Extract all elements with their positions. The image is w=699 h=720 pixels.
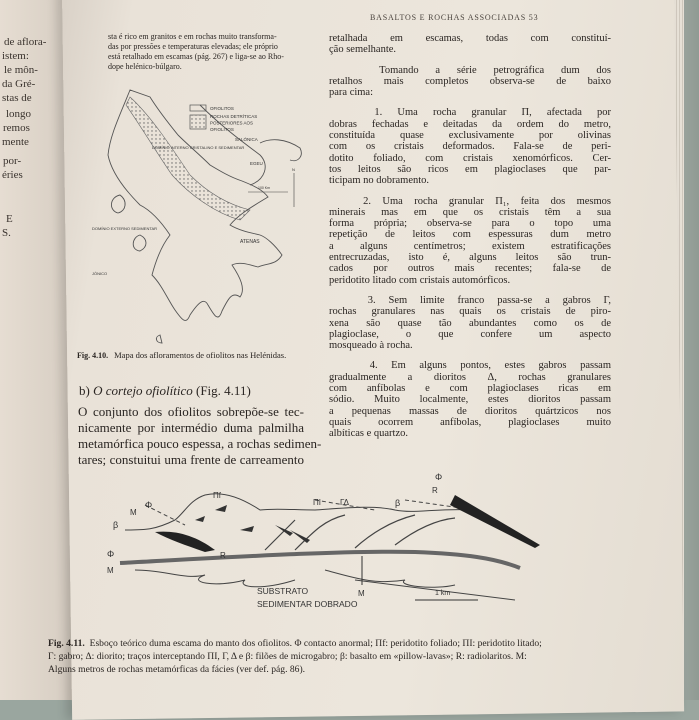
left-page-text: le môn- (4, 64, 38, 76)
caption-number: Fig. 4.11. (48, 638, 85, 649)
section-title: O cortejo ofiolítico (93, 383, 193, 398)
label-M: M (130, 508, 137, 517)
legend-label: ROCHAS DETRÍTICAS (210, 114, 258, 119)
text-line: 4. Em alguns pontos, estes gabros passam (329, 360, 611, 372)
label-beta: β (113, 520, 119, 530)
left-page-text: istem: (2, 50, 29, 62)
label-substrato: SUBSTRATO (257, 586, 309, 596)
label-III: ΠI (313, 498, 321, 507)
label-gamma-delta: ΓΔ (340, 498, 350, 507)
paragraph (329, 33, 611, 56)
radiolarite-lens-right (450, 495, 540, 548)
text-line: 3. Sem limite franco passa-se a gabros Γ, (329, 294, 611, 306)
label-IIf: Πf (213, 491, 221, 500)
text-line: peridotito litado com cristais automórficos. (329, 274, 511, 286)
text-line: nicamente por intermédio duma palmilha (78, 420, 304, 435)
map-label-atenas: ATENAS (240, 239, 260, 245)
text-line: Tomando a série petrográfica dum dos (329, 64, 611, 76)
label-M-3: M (358, 589, 365, 598)
text-line: rochas granulares nas quais os cristais de piro- (329, 306, 611, 318)
text-line: com os cristais deformados. Fala-se de peri- (329, 141, 611, 153)
text-line: plagioclase, o que confere um aspecto (329, 328, 611, 340)
text-line: cados por outros mais recentes; fala-se de (329, 263, 611, 275)
paragraph (329, 65, 611, 99)
caption-line: Esboço teórico duma escama do manto dos ofiolitos. Φ contacto anormal; Πf: peridotito foliado; ΠI: peridotito litado; (89, 638, 542, 649)
caption-line: Alguns metros de rochas metamórficas da fácies (ver def. pág. 86). (48, 664, 306, 675)
caption-number: Fig. 4.10. (77, 351, 109, 360)
text-line: mosqueado à rocha. (329, 340, 413, 352)
caption-text: Mapa dos afloramentos de ofiolitos nas Helénidas. (114, 350, 287, 360)
text-line: minerais mas em que os cristais têm a sua (329, 206, 611, 218)
text-line: ticipam no dobramento. (329, 175, 430, 187)
left-page-text: da Gré- (2, 78, 36, 90)
map-greece-ophiolites (90, 85, 320, 345)
left-page-text: E (6, 213, 13, 225)
fig-4-11-cross-section (95, 470, 575, 620)
map-island (133, 235, 146, 251)
text-line: quais ocorrem anfíbolas, plagioclases muito (329, 416, 611, 428)
map-label-salonica: SALÓNICA (235, 137, 258, 142)
left-page-text: remos (3, 122, 30, 134)
map-island (111, 195, 125, 213)
text-line: constituída quase exclusivamente por olivinas (329, 130, 611, 142)
dashed-contacts (145, 500, 475, 525)
left-page-text: mente (2, 136, 29, 148)
label-sedimentar-dobrado: SEDIMENTAR DOBRADO (257, 599, 358, 609)
paragraph (329, 196, 611, 286)
legend-label: OFIOLITOS (210, 127, 234, 132)
text-line: gradualmente a dioritos Δ, rochas granulares (329, 371, 611, 383)
text-line: para cima: (329, 87, 374, 99)
legend-swatch-detritic (190, 115, 206, 129)
text-line: entrecruzadas, isto é, alguns leitos são trun- (329, 252, 611, 264)
left-page-text: por- (3, 155, 22, 167)
text-line: 2. Uma rocha granular Π₁, feita dos mesmos (329, 195, 611, 207)
legend-label: POSTERIORES AOS (210, 120, 254, 126)
section-heading (79, 383, 251, 399)
north-label: N (292, 167, 295, 172)
map-island (156, 335, 162, 343)
text-line: repetição de leitos com espessuras dum metro (329, 229, 611, 241)
fig-4-11-caption (48, 637, 658, 676)
foliation-marks (195, 505, 310, 543)
fig-4-10-caption (77, 350, 286, 360)
map-label-jonico: JÓNICO (92, 271, 108, 276)
text-line: ção semelhante. (329, 44, 397, 56)
label-phi: Φ (145, 500, 153, 510)
left-page-text: stas de (2, 92, 32, 104)
legend-label: OFIOLITOS (210, 106, 234, 111)
label-M-2: M (107, 566, 114, 575)
text-line: dobras fechadas e deitadas da ordem do metro, (329, 118, 611, 130)
right-column (329, 33, 611, 449)
paragraph (329, 107, 611, 186)
text-line: a pequenas massas de dioritos quártzicos nos (329, 405, 611, 417)
map-label-internal-domain: DOMÍNIO INTERNO CRISTALINO E SEDIMENTAR (152, 145, 245, 150)
text-line: retalhos mais completos observa-se de baixo (329, 75, 611, 87)
text-line: sta é rico em granitos e em rochas muito transforma- (108, 32, 277, 41)
text-line: sódio. Muito localmente, estes dioritos passam (329, 394, 611, 406)
map-scale-label: 100 Km (258, 186, 271, 190)
substrate-folds (135, 570, 515, 600)
text-line: xena são quase tão abundantes como os de (329, 317, 611, 329)
text-line: tos leitos são ricos em plagioclases que par- (329, 163, 611, 175)
text-line: forma própria; observa-se para o topo uma (329, 218, 611, 230)
label-R-2: R (432, 486, 438, 495)
intro-paragraph (108, 32, 323, 72)
text-line: está retalhado em escamas (pág. 267) e liga-se ao Rho- (108, 52, 284, 61)
label-R: R (220, 551, 226, 560)
paragraph (329, 295, 611, 351)
paragraph (329, 360, 611, 439)
caption-line: Γ: gabro; Δ: diorito; traços interceptando ΠI, Γ, Δ e β: filões de microgabro; β: basalto em «pillow-lavas»; R: radiolaritos. M: (48, 651, 527, 662)
radiolarite-lens (155, 532, 215, 552)
left-page-text: S. (2, 227, 11, 239)
text-line: metamórfica pouco espessa, a rochas sedimen- (78, 436, 322, 451)
text-line: O conjunto dos ofiolitos sobrepõe-se tec- (78, 404, 304, 419)
label-phi-3: Φ (435, 472, 443, 482)
text-line: tares; constuitui uma frente de carreamento (78, 452, 304, 467)
text-line: dope helénico-búlgaro. (108, 62, 182, 71)
text-line: das por pressões e temperaturas elevadas; ele próprio (108, 42, 278, 51)
text-line: com anfíbolas e com plagioclases ricas em (329, 383, 611, 395)
upper-profile (125, 494, 475, 530)
label-beta-2: β (395, 498, 401, 508)
left-page-text: éries (2, 169, 23, 181)
map-label-external-domain: DOMÍNIO EXTERNO SEDIMENTAR (92, 226, 158, 231)
left-page-text: de aflora- (4, 36, 47, 48)
left-column-paragraph (78, 404, 322, 468)
map-label-egeu: EGEU (250, 161, 263, 166)
text-line: retalhada em escamas, todas com constituí- (329, 33, 611, 44)
text-line: 1. Uma rocha granular Π, afectada por (329, 107, 611, 119)
left-page-text: longo (6, 108, 32, 120)
section-ref: (Fig. 4.11) (192, 383, 251, 398)
text-line: dotito foliado, com cristais xenomórficos. Cer- (329, 152, 611, 164)
text-line: albíticas e quartzo. (329, 428, 409, 440)
running-head: BASALTOS E ROCHAS ASSOCIADAS 53 (370, 13, 539, 22)
base-thrust-band (120, 552, 520, 568)
text-line: a alguns centímetros; existem estratificações (329, 240, 611, 252)
label-phi-2: Φ (107, 549, 115, 559)
scale-label: 1 km (435, 590, 451, 597)
section-prefix: b) (79, 383, 94, 398)
